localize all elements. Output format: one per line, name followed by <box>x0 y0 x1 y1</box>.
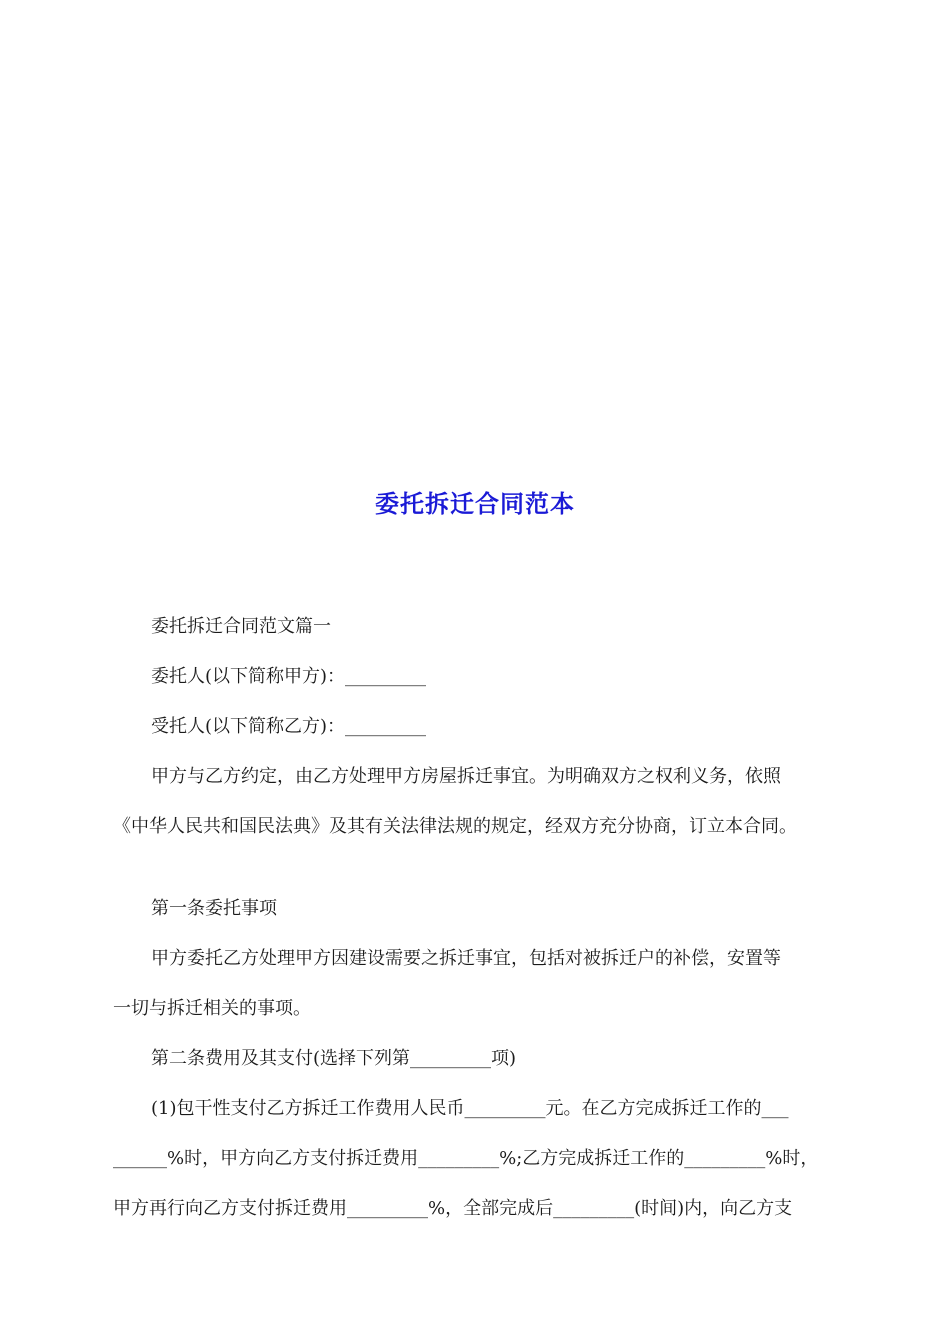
article-1-line-2: 一切与拆迁相关的事项。 <box>113 998 311 1019</box>
document-body <box>113 602 840 1234</box>
article-2-clause-1-line-1: (1)包干性支付乙方拆迁工作费用人民币_________元。在乙方完成拆迁工作的___ <box>151 1098 789 1119</box>
article-2-clause-1-line-2: ______%时，甲方向乙方支付拆迁费用_________%;乙方完成拆迁工作的_________%时， <box>113 1148 819 1169</box>
article-1-heading: 第一条委托事项 <box>151 898 277 919</box>
paragraph-gap <box>113 852 840 884</box>
preamble-line-2: 《中华人民共和国民法典》及其有关法律法规的规定，经双方充分协商，订立本合同。 <box>113 816 797 837</box>
article-2-heading: 第二条费用及其支付(选择下列第_________项) <box>151 1048 517 1069</box>
document-title: 委托拆迁合同范本 <box>375 489 575 518</box>
article-2-clause-1-line-3: 甲方再行向乙方支付拆迁费用_________%，全部完成后_________(时间)内，向乙方支 <box>113 1198 793 1219</box>
agent-line: 受托人(以下简称乙方)：_________ <box>151 716 427 737</box>
section-heading: 委托拆迁合同范文篇一 <box>151 616 331 637</box>
article-1-line-1: 甲方委托乙方处理甲方因建设需要之拆迁事宜，包括对被拆迁户的补偿，安置等 <box>151 948 781 969</box>
preamble-line-1: 甲方与乙方约定，由乙方处理甲方房屋拆迁事宜。为明确双方之权利义务，依照 <box>151 766 781 787</box>
principal-line: 委托人(以下简称甲方)：_________ <box>151 666 427 687</box>
